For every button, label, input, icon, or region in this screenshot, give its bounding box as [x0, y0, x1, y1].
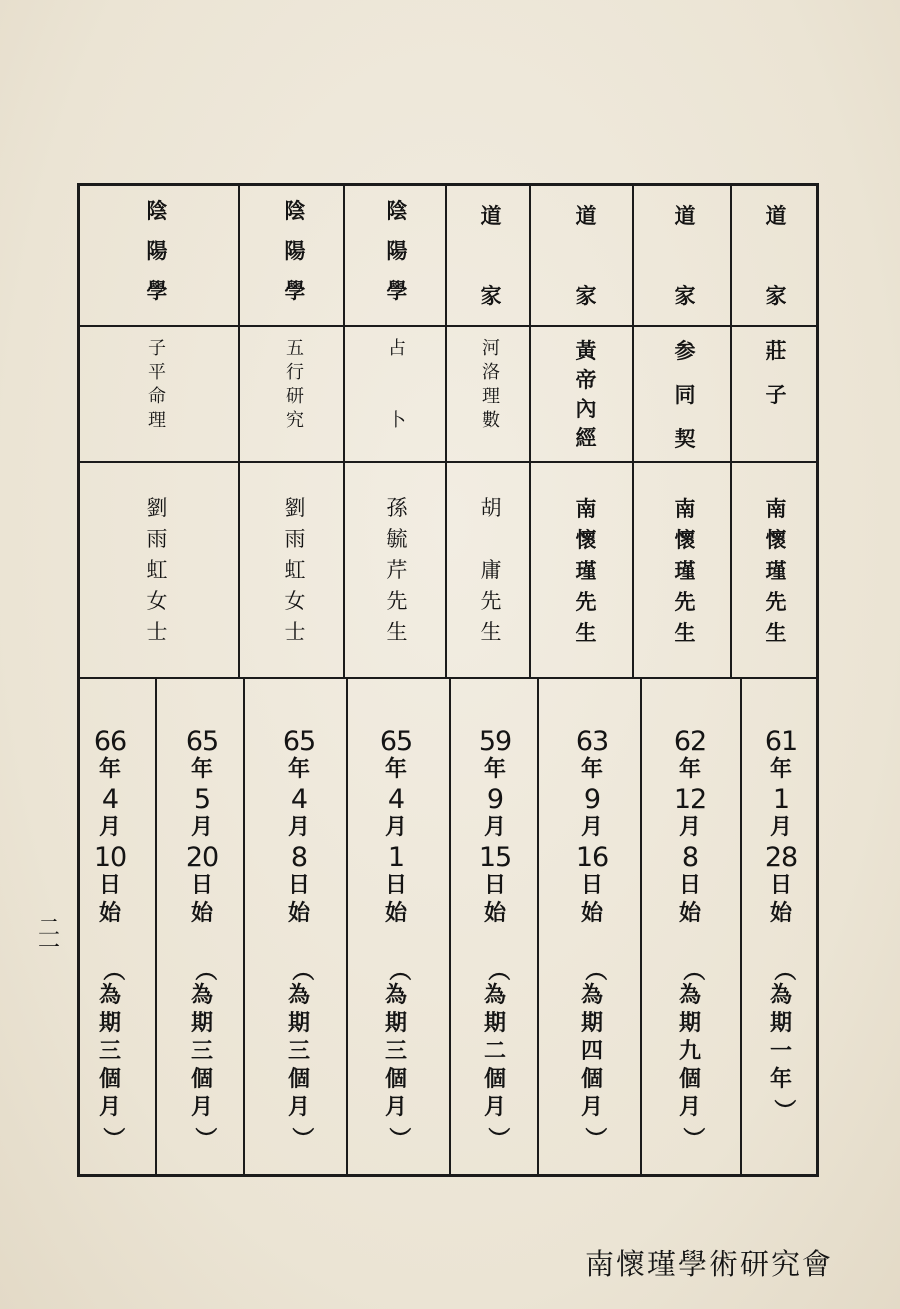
date-year: 59 — [478, 726, 512, 757]
year-unit: 年 — [384, 756, 407, 782]
month-unit: 月 — [98, 814, 121, 840]
duration-char: 一 — [769, 1038, 792, 1064]
subject-label: 莊 子 — [765, 338, 787, 407]
duration-char: 月 — [384, 1094, 407, 1120]
start-suffix-char: 始 — [384, 900, 407, 926]
duration-char: 期 — [98, 1010, 121, 1036]
subject-label: 河 洛 理 數 — [482, 338, 500, 431]
duration-char: 個 — [384, 1066, 407, 1092]
duration-char: 個 — [483, 1066, 506, 1092]
school-label: 道 家 — [674, 203, 696, 308]
row-divider-3 — [78, 677, 818, 679]
year-unit: 年 — [580, 756, 603, 782]
date-day: 1 — [387, 842, 405, 873]
duration-char: 為 — [190, 982, 213, 1008]
start-suffix-char: 始 — [287, 900, 310, 926]
duration-char: 月 — [580, 1094, 603, 1120]
duration-char: 月 — [678, 1094, 701, 1120]
date-year: 65 — [282, 726, 316, 757]
year-unit: 年 — [287, 756, 310, 782]
open-paren: （ — [385, 958, 412, 982]
duration-char: 期 — [769, 1010, 792, 1036]
close-paren: ） — [99, 1126, 126, 1150]
open-paren: （ — [99, 958, 126, 982]
start-suffix-char: 日 — [384, 872, 407, 898]
teacher-name: 南 懷 瑾 先 生 — [765, 496, 787, 645]
school-label: 道 家 — [480, 203, 502, 308]
duration-char: 為 — [678, 982, 701, 1008]
duration-char: 四 — [580, 1038, 603, 1064]
close-paren: ） — [288, 1126, 315, 1150]
date-month: 4 — [387, 784, 405, 815]
date-year: 66 — [93, 726, 127, 757]
month-unit: 月 — [769, 814, 792, 840]
year-unit: 年 — [678, 756, 701, 782]
year-unit: 年 — [769, 756, 792, 782]
teacher-name: 胡 庸 先 生 — [480, 496, 502, 644]
duration-char: 為 — [384, 982, 407, 1008]
close-paren: ） — [679, 1126, 706, 1150]
column-divider — [632, 184, 634, 678]
start-suffix-char: 始 — [580, 900, 603, 926]
school-label: 陰 陽 學 — [146, 198, 168, 303]
close-paren: ） — [191, 1126, 218, 1150]
year-unit: 年 — [483, 756, 506, 782]
duration-char: 三 — [190, 1038, 213, 1064]
date-day: 10 — [93, 842, 127, 873]
start-suffix-char: 始 — [678, 900, 701, 926]
start-suffix-char: 日 — [190, 872, 213, 898]
duration-char: 三 — [98, 1038, 121, 1064]
date-month: 12 — [673, 784, 707, 815]
subject-label: 参 同 契 — [674, 338, 696, 451]
start-date-column — [274, 728, 324, 1152]
month-unit: 月 — [190, 814, 213, 840]
month-unit: 月 — [384, 814, 407, 840]
start-suffix-char: 日 — [678, 872, 701, 898]
school-label: 陰 陽 學 — [386, 198, 408, 303]
start-suffix-char: 日 — [580, 872, 603, 898]
row-divider-2 — [78, 461, 818, 463]
duration-char: 為 — [287, 982, 310, 1008]
subject-label: 五 行 研 究 — [286, 338, 304, 431]
start-date-column — [756, 728, 806, 1124]
start-date-column — [371, 728, 421, 1152]
column-divider — [529, 184, 531, 678]
column-divider — [640, 678, 642, 1176]
date-day: 28 — [764, 842, 798, 873]
date-year: 61 — [764, 726, 798, 757]
date-day: 15 — [478, 842, 512, 873]
duration-char: 三 — [384, 1038, 407, 1064]
close-paren: ） — [581, 1126, 608, 1150]
date-month: 1 — [772, 784, 790, 815]
open-paren: （ — [288, 958, 315, 982]
start-date-column — [85, 728, 135, 1152]
duration-char: 月 — [483, 1094, 506, 1120]
column-divider — [346, 678, 348, 1176]
start-suffix-char: 日 — [98, 872, 121, 898]
start-suffix-char: 始 — [190, 900, 213, 926]
duration-char: 月 — [98, 1094, 121, 1120]
start-suffix-char: 始 — [483, 900, 506, 926]
month-unit: 月 — [287, 814, 310, 840]
page-number: 二 一 — [38, 916, 61, 961]
row-divider-1 — [78, 325, 818, 327]
duration-char: 為 — [580, 982, 603, 1008]
duration-char: 個 — [98, 1066, 121, 1092]
column-divider — [449, 678, 451, 1176]
date-month: 9 — [486, 784, 504, 815]
start-date-column — [470, 728, 520, 1152]
date-year: 62 — [673, 726, 707, 757]
teacher-name: 孫 毓 芹 先 生 — [386, 496, 408, 644]
close-paren: ） — [770, 1098, 797, 1122]
date-day: 8 — [290, 842, 308, 873]
start-suffix-char: 始 — [769, 900, 792, 926]
open-paren: （ — [770, 958, 797, 982]
close-paren: ） — [385, 1126, 412, 1150]
duration-char: 期 — [483, 1010, 506, 1036]
year-unit: 年 — [98, 756, 121, 782]
column-divider — [243, 678, 245, 1176]
date-day: 8 — [681, 842, 699, 873]
duration-char: 二 — [483, 1038, 506, 1064]
duration-char: 期 — [384, 1010, 407, 1036]
subject-label: 黃 帝 內 經 — [575, 338, 597, 450]
start-suffix-char: 日 — [769, 872, 792, 898]
teacher-name: 劉 雨 虹 女 士 — [146, 496, 168, 644]
duration-char: 個 — [580, 1066, 603, 1092]
date-month: 4 — [290, 784, 308, 815]
start-date-column — [567, 728, 617, 1152]
teacher-name: 劉 雨 虹 女 士 — [284, 496, 306, 644]
duration-char: 月 — [190, 1094, 213, 1120]
date-month: 4 — [101, 784, 119, 815]
duration-char: 個 — [190, 1066, 213, 1092]
column-divider — [445, 184, 447, 678]
school-label: 道 家 — [765, 203, 787, 308]
school-label: 道 家 — [575, 203, 597, 308]
duration-char: 期 — [190, 1010, 213, 1036]
date-day: 16 — [575, 842, 609, 873]
start-suffix-char: 始 — [98, 900, 121, 926]
column-divider — [343, 184, 345, 678]
year-unit: 年 — [190, 756, 213, 782]
duration-char: 九 — [678, 1038, 701, 1064]
date-year: 63 — [575, 726, 609, 757]
date-year: 65 — [379, 726, 413, 757]
start-suffix-char: 日 — [483, 872, 506, 898]
month-unit: 月 — [483, 814, 506, 840]
duration-char: 三 — [287, 1038, 310, 1064]
publisher-footer: 南懷瑾學術研究會 — [585, 1247, 834, 1281]
duration-char: 月 — [287, 1094, 310, 1120]
teacher-name: 南 懷 瑾 先 生 — [575, 496, 597, 645]
date-month: 9 — [583, 784, 601, 815]
subject-label: 子 平 命 理 — [148, 338, 166, 431]
duration-char: 為 — [483, 982, 506, 1008]
close-paren: ） — [484, 1126, 511, 1150]
duration-char: 為 — [98, 982, 121, 1008]
start-suffix-char: 日 — [287, 872, 310, 898]
column-divider — [730, 184, 732, 678]
open-paren: （ — [581, 958, 608, 982]
date-day: 20 — [185, 842, 219, 873]
open-paren: （ — [679, 958, 706, 982]
duration-char: 期 — [678, 1010, 701, 1036]
start-date-column — [177, 728, 227, 1152]
column-divider — [740, 678, 742, 1176]
duration-char: 個 — [678, 1066, 701, 1092]
teacher-name: 南 懷 瑾 先 生 — [674, 496, 696, 645]
column-divider — [238, 184, 240, 678]
date-month: 5 — [193, 784, 211, 815]
month-unit: 月 — [678, 814, 701, 840]
column-divider — [155, 678, 157, 1176]
column-divider — [537, 678, 539, 1176]
subject-label: 占 卜 — [388, 338, 406, 431]
duration-char: 年 — [769, 1066, 792, 1092]
open-paren: （ — [484, 958, 511, 982]
duration-char: 期 — [287, 1010, 310, 1036]
open-paren: （ — [191, 958, 218, 982]
school-label: 陰 陽 學 — [284, 198, 306, 303]
duration-char: 為 — [769, 982, 792, 1008]
date-year: 65 — [185, 726, 219, 757]
duration-char: 期 — [580, 1010, 603, 1036]
start-date-column — [665, 728, 715, 1152]
duration-char: 個 — [287, 1066, 310, 1092]
month-unit: 月 — [580, 814, 603, 840]
